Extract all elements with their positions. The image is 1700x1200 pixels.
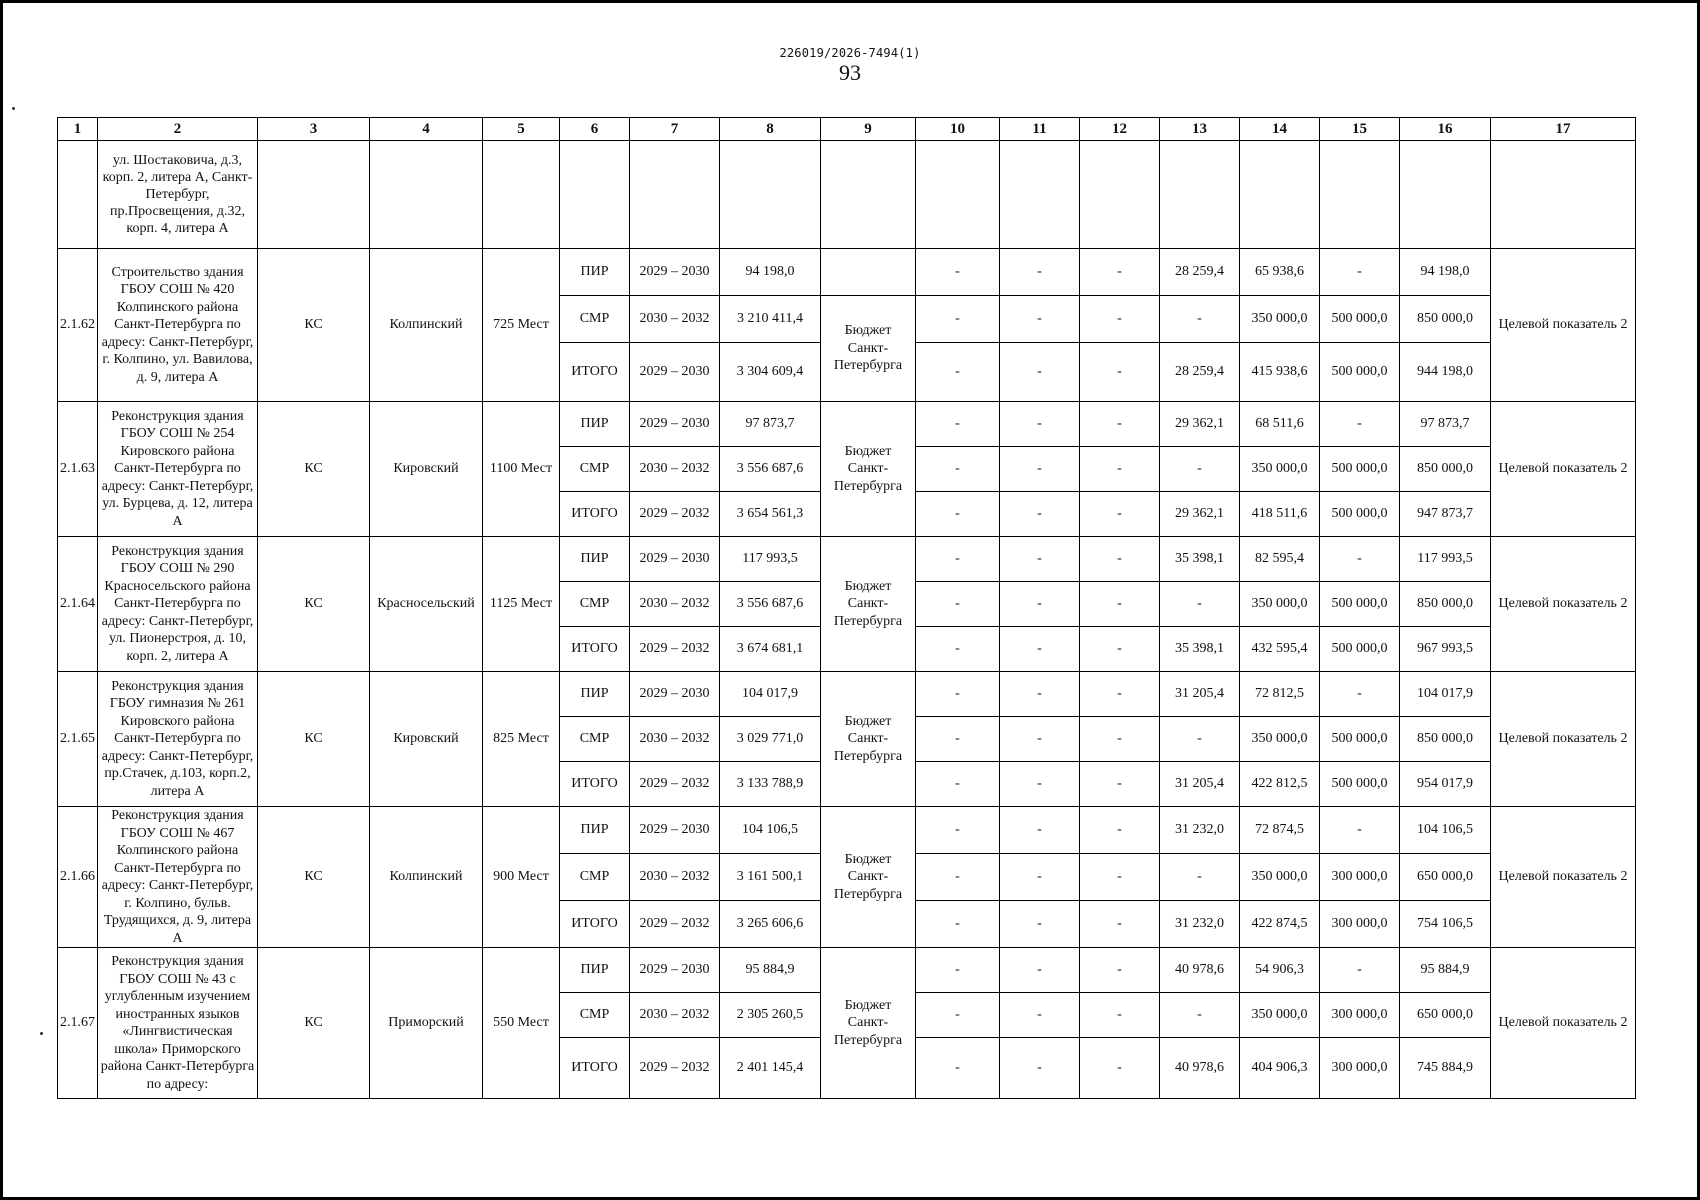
object-id: 2.1.63: [58, 402, 98, 537]
target-indicator: Целевой показатель 2: [1491, 672, 1636, 807]
year-col-14: 72 874,5: [1240, 807, 1320, 854]
district: Колпинский: [370, 807, 483, 948]
year-col-12: -: [1080, 854, 1160, 901]
column-header-1: 1: [58, 118, 98, 141]
year-col-13: 40 978,6: [1160, 1038, 1240, 1099]
period: 2029 – 2032: [630, 627, 720, 672]
object-id: 2.1.64: [58, 537, 98, 672]
year-col-10: -: [916, 492, 1000, 537]
construction-type: КС: [258, 402, 370, 537]
year-col-14: 415 938,6: [1240, 343, 1320, 402]
year-col-16: 850 000,0: [1400, 296, 1491, 343]
year-col-14: 68 511,6: [1240, 402, 1320, 447]
year-col-14: 65 938,6: [1240, 249, 1320, 296]
year-col-16: 104 017,9: [1400, 672, 1491, 717]
funding-source: Бюджет Санкт-Петербурга: [821, 537, 916, 672]
total-cost: 94 198,0: [720, 249, 821, 296]
table-row: [58, 402, 1636, 447]
period: 2029 – 2030: [630, 402, 720, 447]
funding-source: Бюджет Санкт-Петербурга: [821, 948, 916, 1099]
year-col-16: 947 873,7: [1400, 492, 1491, 537]
year-col-13: 29 362,1: [1160, 402, 1240, 447]
column-header-11: 11: [1000, 118, 1080, 141]
object-id: 2.1.62: [58, 249, 98, 402]
year-col-15: -: [1320, 537, 1400, 582]
object-name: ул. Шостаковича, д.3, корп. 2, литера А, Санкт-Петербург, пр.Просвещения, д.32, корп. 4, литера А: [98, 141, 258, 249]
year-col-12: -: [1080, 901, 1160, 948]
construction-type: КС: [258, 537, 370, 672]
year-col-11: -: [1000, 717, 1080, 762]
year-col-14: 350 000,0: [1240, 993, 1320, 1038]
year-col-10: -: [916, 627, 1000, 672]
year-col-10: -: [916, 762, 1000, 807]
year-col-12: -: [1080, 296, 1160, 343]
stage: ИТОГО: [560, 762, 630, 807]
capacity: 825 Мест: [483, 672, 560, 807]
total-cost: 3 265 606,6: [720, 901, 821, 948]
column-header-13: 13: [1160, 118, 1240, 141]
period: 2030 – 2032: [630, 993, 720, 1038]
stage: СМР: [560, 582, 630, 627]
year-col-15: 500 000,0: [1320, 582, 1400, 627]
year-col-12: -: [1080, 993, 1160, 1038]
year-col-16: 94 198,0: [1400, 249, 1491, 296]
year-col-15: -: [1320, 948, 1400, 993]
column-header-16: 16: [1400, 118, 1491, 141]
year-col-11: -: [1000, 537, 1080, 582]
period: 2029 – 2030: [630, 343, 720, 402]
year-col-16: 850 000,0: [1400, 447, 1491, 492]
target-indicator: Целевой показатель 2: [1491, 807, 1636, 948]
district: Кировский: [370, 672, 483, 807]
year-col-11: -: [1000, 492, 1080, 537]
total-cost: 117 993,5: [720, 537, 821, 582]
district: Кировский: [370, 402, 483, 537]
year-col-11: -: [1000, 672, 1080, 717]
year-col-13: 28 259,4: [1160, 343, 1240, 402]
year-col-12: -: [1080, 537, 1160, 582]
funding-source-blank: [821, 249, 916, 296]
year-col-16: 745 884,9: [1400, 1038, 1491, 1099]
year-col-12: -: [1080, 717, 1160, 762]
year-col-14: 350 000,0: [1240, 296, 1320, 343]
year-col-14: 350 000,0: [1240, 717, 1320, 762]
funding-source: Бюджет Санкт-Петербурга: [821, 807, 916, 948]
construction-type: КС: [258, 672, 370, 807]
year-col-12: -: [1080, 582, 1160, 627]
year-col-11: -: [1000, 854, 1080, 901]
stage: ИТОГО: [560, 901, 630, 948]
stage: ИТОГО: [560, 1038, 630, 1099]
capacity: 1125 Мест: [483, 537, 560, 672]
column-header-7: 7: [630, 118, 720, 141]
total-cost: 3 674 681,1: [720, 627, 821, 672]
year-col-13: 31 232,0: [1160, 901, 1240, 948]
investment-program-table: [57, 117, 1636, 1099]
year-col-15: 300 000,0: [1320, 854, 1400, 901]
year-col-16: 104 106,5: [1400, 807, 1491, 854]
period: 2029 – 2032: [630, 762, 720, 807]
capacity: 900 Мест: [483, 807, 560, 948]
construction-type: КС: [258, 249, 370, 402]
year-col-13: 28 259,4: [1160, 249, 1240, 296]
year-col-13: 29 362,1: [1160, 492, 1240, 537]
continuation-row: [58, 141, 1636, 249]
stage: ПИР: [560, 249, 630, 296]
stage: ПИР: [560, 672, 630, 717]
stage: ПИР: [560, 948, 630, 993]
year-col-11: -: [1000, 1038, 1080, 1099]
year-col-11: -: [1000, 249, 1080, 296]
column-header-3: 3: [258, 118, 370, 141]
year-col-11: -: [1000, 948, 1080, 993]
year-col-12: -: [1080, 447, 1160, 492]
year-col-11: -: [1000, 627, 1080, 672]
year-col-15: 500 000,0: [1320, 296, 1400, 343]
funding-source: Бюджет Санкт-Петербурга: [821, 296, 916, 402]
year-col-11: -: [1000, 343, 1080, 402]
year-col-14: 82 595,4: [1240, 537, 1320, 582]
year-col-11: -: [1000, 447, 1080, 492]
year-col-13: 31 232,0: [1160, 807, 1240, 854]
period: 2030 – 2032: [630, 854, 720, 901]
object-name: Реконструкция здания ГБОУ гимназия № 261 Кировского района Санкт-Петербурга по адресу: Санкт-Петербург, пр.Стачек, д.103, корп.2, литера А: [98, 672, 258, 807]
year-col-12: -: [1080, 343, 1160, 402]
year-col-10: -: [916, 672, 1000, 717]
year-col-12: -: [1080, 948, 1160, 993]
year-col-14: 422 874,5: [1240, 901, 1320, 948]
total-cost: 104 017,9: [720, 672, 821, 717]
period: 2030 – 2032: [630, 582, 720, 627]
district: Приморский: [370, 948, 483, 1099]
stage: СМР: [560, 296, 630, 343]
year-col-14: 422 812,5: [1240, 762, 1320, 807]
year-col-12: -: [1080, 762, 1160, 807]
object-id: 2.1.65: [58, 672, 98, 807]
year-col-14: 418 511,6: [1240, 492, 1320, 537]
year-col-15: 300 000,0: [1320, 1038, 1400, 1099]
total-cost: 3 029 771,0: [720, 717, 821, 762]
year-col-12: -: [1080, 807, 1160, 854]
year-col-13: 35 398,1: [1160, 537, 1240, 582]
target-indicator: Целевой показатель 2: [1491, 402, 1636, 537]
column-header-2: 2: [98, 118, 258, 141]
capacity: 725 Мест: [483, 249, 560, 402]
year-col-15: 500 000,0: [1320, 762, 1400, 807]
year-col-11: -: [1000, 296, 1080, 343]
column-header-14: 14: [1240, 118, 1320, 141]
column-header-10: 10: [916, 118, 1000, 141]
total-cost: 2 305 260,5: [720, 993, 821, 1038]
year-col-16: 650 000,0: [1400, 854, 1491, 901]
target-indicator: Целевой показатель 2: [1491, 249, 1636, 402]
year-col-16: 967 993,5: [1400, 627, 1491, 672]
year-col-10: -: [916, 901, 1000, 948]
funding-source: Бюджет Санкт-Петербурга: [821, 672, 916, 807]
year-col-10: -: [916, 447, 1000, 492]
total-cost: 3 304 609,4: [720, 343, 821, 402]
object-name: Реконструкция здания ГБОУ СОШ № 290 Красносельского района Санкт-Петербурга по адресу: Санкт-Петербург, ул. Пионерстроя, д. 10, корп. 2, литера А: [98, 537, 258, 672]
year-col-15: 300 000,0: [1320, 993, 1400, 1038]
year-col-15: -: [1320, 402, 1400, 447]
year-col-13: 31 205,4: [1160, 762, 1240, 807]
year-col-13: 40 978,6: [1160, 948, 1240, 993]
scan-speck: [40, 1032, 43, 1035]
period: 2030 – 2032: [630, 717, 720, 762]
target-indicator: Целевой показатель 2: [1491, 948, 1636, 1099]
year-col-10: -: [916, 807, 1000, 854]
year-col-16: 850 000,0: [1400, 717, 1491, 762]
year-col-10: -: [916, 537, 1000, 582]
object-name: Строительство здания ГБОУ СОШ № 420 Колпинского района Санкт-Петербурга по адресу: Санкт-Петербург, г. Колпино, ул. Вавилова, д. 9, литера А: [98, 249, 258, 402]
year-col-15: 500 000,0: [1320, 343, 1400, 402]
year-col-10: -: [916, 296, 1000, 343]
table-row: [58, 249, 1636, 296]
year-col-14: 350 000,0: [1240, 854, 1320, 901]
year-col-13: 35 398,1: [1160, 627, 1240, 672]
stage: СМР: [560, 717, 630, 762]
object-name: Реконструкция здания ГБОУ СОШ № 254 Кировского района Санкт-Петербурга по адресу: Санкт-Петербург, ул. Бурцева, д. 12, литера А: [98, 402, 258, 537]
construction-type: КС: [258, 948, 370, 1099]
year-col-10: -: [916, 249, 1000, 296]
object-name: Реконструкция здания ГБОУ СОШ № 467 Колпинского района Санкт-Петербурга по адресу: Санкт-Петербург, г. Колпино, бульв. Трудящихся, д. 9, литера А: [98, 807, 258, 948]
year-col-14: 432 595,4: [1240, 627, 1320, 672]
object-name: Реконструкция здания ГБОУ СОШ № 43 с углубленным изучением иностранных языков «Лингвистическая школа» Приморского района Санкт-Петербурга по адресу:: [98, 948, 258, 1099]
year-col-12: -: [1080, 672, 1160, 717]
period: 2029 – 2032: [630, 492, 720, 537]
object-id: 2.1.67: [58, 948, 98, 1099]
period: 2029 – 2030: [630, 672, 720, 717]
stage: ИТОГО: [560, 627, 630, 672]
year-col-16: 117 993,5: [1400, 537, 1491, 582]
year-col-12: -: [1080, 249, 1160, 296]
year-col-12: -: [1080, 1038, 1160, 1099]
column-header-8: 8: [720, 118, 821, 141]
year-col-13: -: [1160, 447, 1240, 492]
year-col-11: -: [1000, 901, 1080, 948]
year-col-16: 95 884,9: [1400, 948, 1491, 993]
scan-speck: [12, 107, 15, 110]
stage: ИТОГО: [560, 343, 630, 402]
total-cost: 3 210 411,4: [720, 296, 821, 343]
year-col-15: 300 000,0: [1320, 901, 1400, 948]
year-col-10: -: [916, 402, 1000, 447]
year-col-15: 500 000,0: [1320, 717, 1400, 762]
year-col-15: 500 000,0: [1320, 627, 1400, 672]
period: 2029 – 2030: [630, 948, 720, 993]
column-number-row: [58, 118, 1636, 141]
year-col-16: 954 017,9: [1400, 762, 1491, 807]
stage: ПИР: [560, 807, 630, 854]
year-col-14: 350 000,0: [1240, 582, 1320, 627]
year-col-11: -: [1000, 582, 1080, 627]
period: 2029 – 2030: [630, 537, 720, 582]
year-col-15: 500 000,0: [1320, 492, 1400, 537]
year-col-12: -: [1080, 492, 1160, 537]
district: Колпинский: [370, 249, 483, 402]
column-header-5: 5: [483, 118, 560, 141]
year-col-12: -: [1080, 402, 1160, 447]
period: 2029 – 2030: [630, 249, 720, 296]
total-cost: 2 401 145,4: [720, 1038, 821, 1099]
year-col-16: 944 198,0: [1400, 343, 1491, 402]
total-cost: 104 106,5: [720, 807, 821, 854]
period: 2029 – 2032: [630, 1038, 720, 1099]
year-col-11: -: [1000, 762, 1080, 807]
column-header-15: 15: [1320, 118, 1400, 141]
object-id: 2.1.66: [58, 807, 98, 948]
year-col-15: -: [1320, 672, 1400, 717]
year-col-16: 97 873,7: [1400, 402, 1491, 447]
period: 2029 – 2032: [630, 901, 720, 948]
year-col-11: -: [1000, 807, 1080, 854]
capacity: 1100 Мест: [483, 402, 560, 537]
cell-col1: [58, 141, 98, 249]
year-col-11: -: [1000, 993, 1080, 1038]
construction-type: КС: [258, 807, 370, 948]
total-cost: 97 873,7: [720, 402, 821, 447]
total-cost: 3 556 687,6: [720, 447, 821, 492]
year-col-13: -: [1160, 854, 1240, 901]
year-col-13: 31 205,4: [1160, 672, 1240, 717]
district: Красносельский: [370, 537, 483, 672]
year-col-10: -: [916, 582, 1000, 627]
stage: СМР: [560, 447, 630, 492]
period: 2030 – 2032: [630, 296, 720, 343]
year-col-14: 72 812,5: [1240, 672, 1320, 717]
year-col-14: 350 000,0: [1240, 447, 1320, 492]
year-col-15: -: [1320, 249, 1400, 296]
stage: ПИР: [560, 402, 630, 447]
funding-source: Бюджет Санкт-Петербурга: [821, 402, 916, 537]
stage: ИТОГО: [560, 492, 630, 537]
year-col-10: -: [916, 948, 1000, 993]
year-col-16: 754 106,5: [1400, 901, 1491, 948]
table-row: [58, 537, 1636, 582]
total-cost: 3 654 561,3: [720, 492, 821, 537]
year-col-13: -: [1160, 717, 1240, 762]
stage: ПИР: [560, 537, 630, 582]
capacity: 550 Мест: [483, 948, 560, 1099]
page-number: 93: [839, 60, 861, 85]
column-header-6: 6: [560, 118, 630, 141]
year-col-16: 650 000,0: [1400, 993, 1491, 1038]
column-header-17: 17: [1491, 118, 1636, 141]
total-cost: 3 556 687,6: [720, 582, 821, 627]
year-col-12: -: [1080, 627, 1160, 672]
total-cost: 95 884,9: [720, 948, 821, 993]
year-col-10: -: [916, 1038, 1000, 1099]
year-col-13: -: [1160, 582, 1240, 627]
year-col-10: -: [916, 343, 1000, 402]
column-header-9: 9: [821, 118, 916, 141]
table-row: [58, 948, 1636, 993]
column-header-4: 4: [370, 118, 483, 141]
table-row: [58, 672, 1636, 717]
year-col-10: -: [916, 993, 1000, 1038]
year-col-13: -: [1160, 993, 1240, 1038]
year-col-16: 850 000,0: [1400, 582, 1491, 627]
column-header-12: 12: [1080, 118, 1160, 141]
period: 2029 – 2030: [630, 807, 720, 854]
year-col-10: -: [916, 854, 1000, 901]
stage: СМР: [560, 854, 630, 901]
year-col-13: -: [1160, 296, 1240, 343]
year-col-15: 500 000,0: [1320, 447, 1400, 492]
total-cost: 3 133 788,9: [720, 762, 821, 807]
year-col-15: -: [1320, 807, 1400, 854]
year-col-10: -: [916, 717, 1000, 762]
year-col-14: 54 906,3: [1240, 948, 1320, 993]
stage: СМР: [560, 993, 630, 1038]
total-cost: 3 161 500,1: [720, 854, 821, 901]
table-row: [58, 807, 1636, 854]
target-indicator: Целевой показатель 2: [1491, 537, 1636, 672]
document-number: 226019/2026-7494(1): [779, 46, 921, 60]
period: 2030 – 2032: [630, 447, 720, 492]
year-col-14: 404 906,3: [1240, 1038, 1320, 1099]
year-col-11: -: [1000, 402, 1080, 447]
